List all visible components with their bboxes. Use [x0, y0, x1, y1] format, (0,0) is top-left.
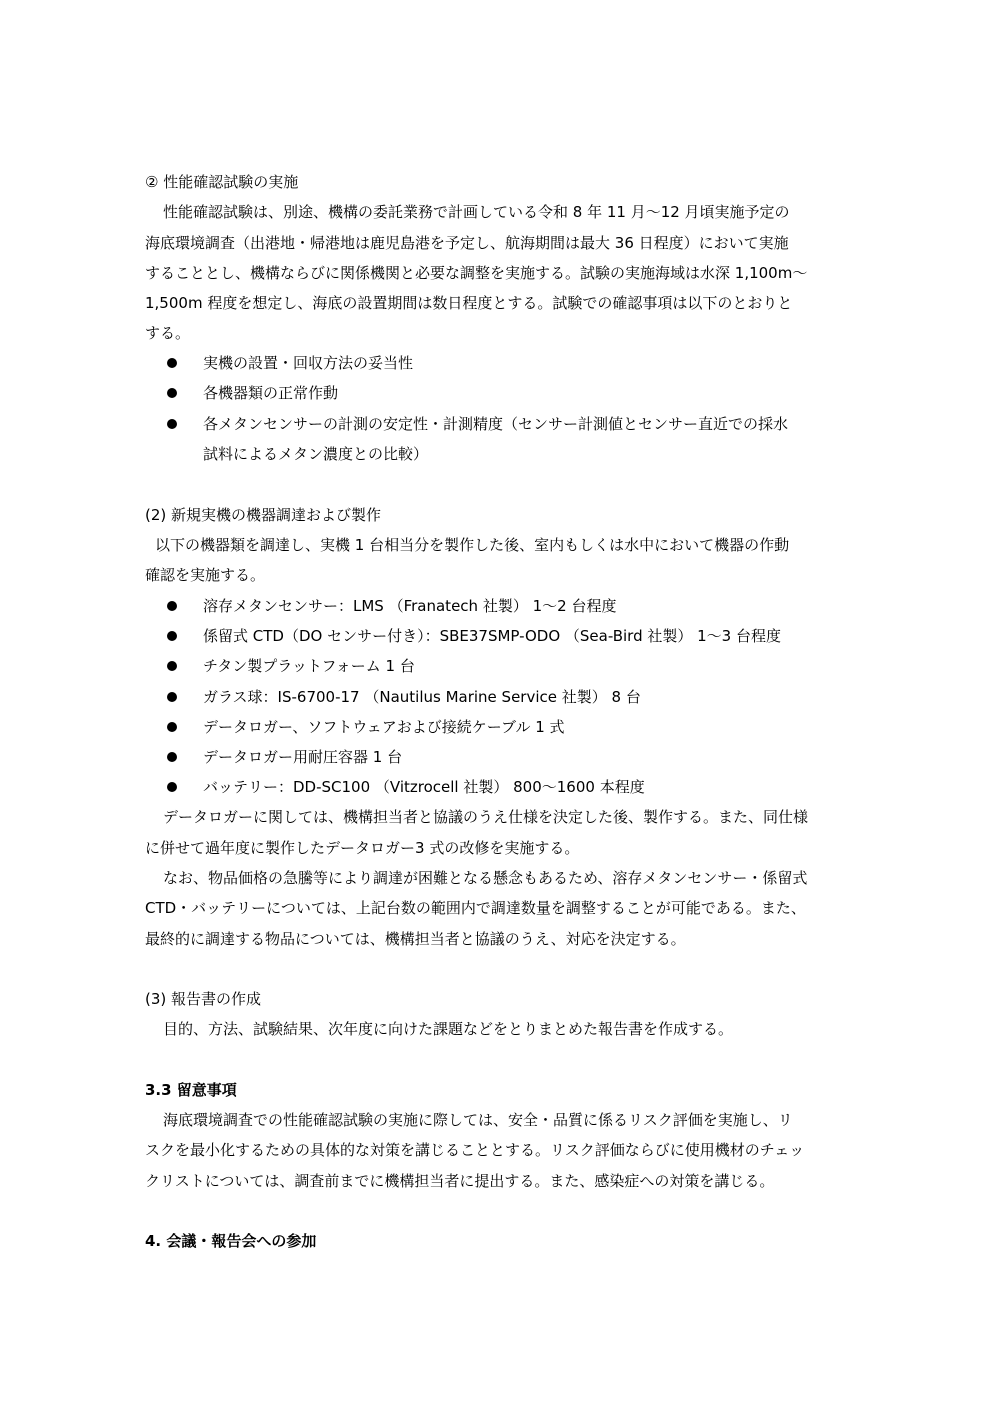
- paragraph-line: スクを最小化するための具体的な対策を講じることとする。リスク評価ならびに使用機材のチェッ: [145, 1141, 805, 1159]
- list-item: 溶存メタンセンサー：LMS （Franatech 社製） 1～2 台程度: [203, 597, 617, 615]
- list-item: データロガー用耐圧容器 1 台: [203, 748, 403, 766]
- bullet-icon: [167, 388, 177, 398]
- bullet-icon: [167, 692, 177, 702]
- list-item: 各機器類の正常作動: [203, 384, 339, 402]
- list-item: チタン製プラットフォーム 1 台: [203, 657, 415, 675]
- bullet-icon: [167, 722, 177, 732]
- section-heading: 3.3 留意事項: [145, 1081, 237, 1099]
- list-item: ガラス球：IS-6700-17 （Nautilus Marine Service 社製） 8 台: [203, 688, 641, 706]
- paragraph-line: に併せて過年度に製作したデータロガー3 式の改修を実施する。: [145, 839, 580, 857]
- paragraph-line: する。: [145, 324, 191, 342]
- section-heading: (3) 報告書の作成: [145, 990, 262, 1008]
- list-item: バッテリー：DD-SC100 （Vitzrocell 社製） 800～1600 本程度: [203, 778, 645, 796]
- paragraph-line: 性能確認試験は、別途、機構の委託業務で計画している令和 8 年 11 月～12 月頃実施予定の: [163, 203, 790, 221]
- paragraph-line: なお、物品価格の急騰等により調達が困難となる懸念もあるため、溶存メタンセンサー・係留式: [163, 869, 808, 887]
- paragraph-line: データロガーに関しては、機構担当者と協議のうえ仕様を決定した後、製作する。また、同仕様: [163, 808, 809, 826]
- bullet-icon: [167, 782, 177, 792]
- paragraph-line: 最終的に調達する物品については、機構担当者と協議のうえ、対応を決定する。: [145, 930, 686, 948]
- bullet-icon: [167, 601, 177, 611]
- paragraph-line: することとし、機構ならびに関係機関と必要な調整を実施する。試験の実施海域は水深 1,100m～: [145, 264, 808, 282]
- list-item: データロガー、ソフトウェアおよび接続ケーブル 1 式: [203, 718, 565, 736]
- paragraph-line: 目的、方法、試験結果、次年度に向けた課題などをとりまとめた報告書を作成する。: [163, 1020, 734, 1038]
- paragraph-line: 1,500m 程度を想定し、海底の設置期間は数日程度とする。試験での確認事項は以下のとおりと: [145, 294, 793, 312]
- bullet-icon: [167, 419, 177, 429]
- bullet-icon: [167, 631, 177, 641]
- paragraph-line: CTD・バッテリーについては、上記台数の範囲内で調達数量を調整することが可能である。また、: [145, 899, 806, 917]
- paragraph-line: 確認を実施する。: [145, 566, 266, 584]
- bullet-icon: [167, 661, 177, 671]
- bullet-icon: [167, 752, 177, 762]
- list-item: 実機の設置・回収方法の妥当性: [203, 354, 414, 372]
- paragraph-line: 以下の機器類を調達し、実機 1 台相当分を製作した後、室内もしくは水中において機器の作動: [155, 536, 790, 554]
- section-heading: (2) 新規実機の機器調達および製作: [145, 506, 382, 524]
- paragraph-line: 海底環境調査での性能確認試験の実施に際しては、安全・品質に係るリスク評価を実施し、リ: [163, 1111, 793, 1129]
- bullet-icon: [167, 358, 177, 368]
- paragraph-line: クリストについては、調査前までに機構担当者に提出する。また、感染症への対策を講じる。: [145, 1172, 775, 1190]
- list-item-continuation: 試料によるメタン濃度との比較）: [203, 445, 429, 463]
- section-heading: ② 性能確認試験の実施: [145, 173, 299, 191]
- section-heading: 4. 会議・報告会への参加: [145, 1232, 317, 1250]
- paragraph-line: 海底環境調査（出港地・帰港地は鹿児島港を予定し、航海期間は最大 36 日程度）において実施: [145, 234, 789, 252]
- list-item: 各メタンセンサーの計測の安定性・計測精度（センサー計測値とセンサー直近での採水: [203, 415, 789, 433]
- list-item: 係留式 CTD（DO センサー付き）：SBE37SMP-ODO （Sea-Bird 社製） 1～3 台程度: [203, 627, 781, 645]
